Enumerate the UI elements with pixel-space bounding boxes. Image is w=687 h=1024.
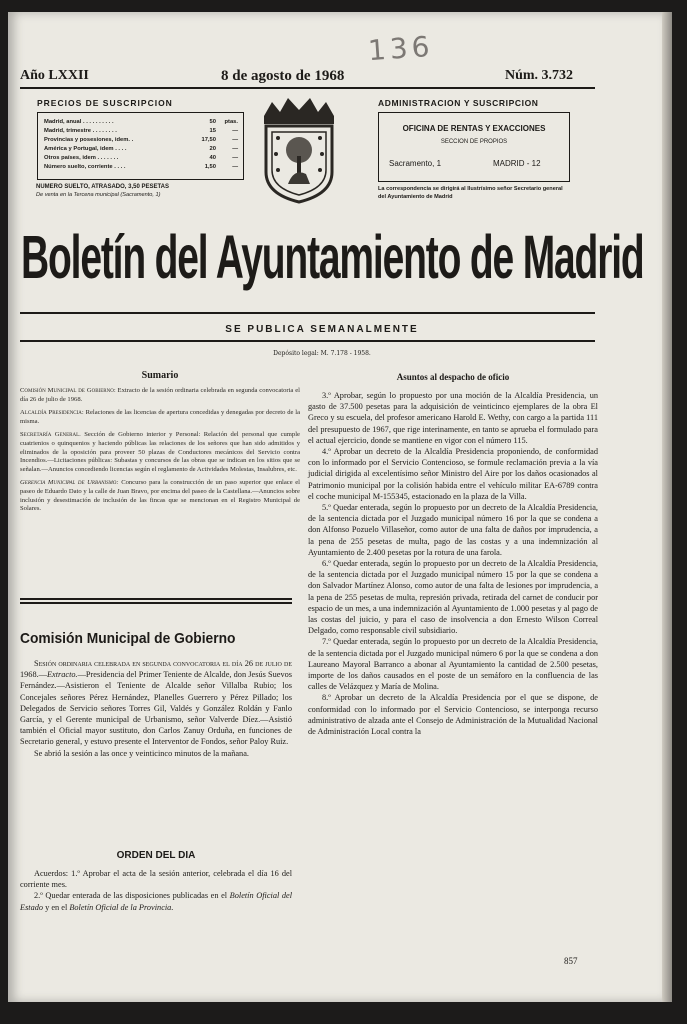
year-label: Año LXXII — [20, 68, 89, 83]
newspaper-page — [8, 12, 662, 1002]
page-edge — [662, 12, 672, 1002]
top-rule — [20, 87, 595, 89]
page-number: 857 — [564, 956, 578, 966]
office-matter-paragraph: 5.º Quedar enterada, según lo propuesto por un decreto de la Alcaldía Presidencia, de la sentencia dictada por el Juzgado municipal número 16 por la que se condena a don Alfonso Pozuelo Villaseñor, como autor de una falta de daños por imprudencia, a la pena de 255 pesetas de multa, pago de las costas y a una indemnización al Ayuntamiento de 2.400 pesetas por la rotura de una farola. — [308, 503, 598, 557]
publication-frequency: SE PUBLICA SEMANALMENTE — [225, 324, 419, 335]
issue-date: 8 de agosto de 1968 — [221, 68, 345, 84]
admin-title: ADMINISTRACION Y SUSCRIPCION — [378, 98, 539, 108]
price-row: Madrid, trimestre . . . . . . . . 15 — — [44, 128, 238, 134]
office-matters-body — [308, 390, 598, 737]
summary-list — [20, 387, 300, 519]
session-lead: Sesión ordinaria celebrada en segunda convocatoria el día 26 de julio de 1968.— — [20, 659, 292, 680]
office-address: Sacramento, 1 — [389, 159, 442, 168]
office-matter-paragraph: 7.º Quedar enterada, según lo propuesto por un decreto de la Alcaldía Presidencia, de la sentencia dictada por el Juzgado municipal número 6 por la que se condena a don Laureano Mayoral Barranco a abonar al Ayuntamiento la cantidad de 2.500 pesetas, importe de los daños causados en el poste de un semáforo en la confluencia de las calles de Velázquez y María de Molina. — [308, 637, 598, 692]
office-city: MADRID - 12 — [493, 159, 541, 168]
session-opened: Se abrió la sesión a las once y veinticinco minutos de la mañana. — [34, 748, 249, 758]
price-row: Número suelto, corriente . . . . 1,50 — — [44, 164, 238, 170]
issue-number: Núm. 3.732 — [505, 68, 574, 83]
title-rule-top — [20, 312, 595, 314]
office-name: OFICINA DE RENTAS Y EXACCIONES — [402, 124, 546, 133]
order-body — [20, 868, 292, 913]
title-rule-bottom — [20, 340, 595, 342]
agreement-2: 2.º Quedar enterada de las disposiciones publicadas en el Boletín Oficial del Estado y en el Boletín Oficial de la Provincia. — [20, 891, 292, 912]
order-title: ORDEN DEL DIA — [116, 850, 196, 861]
price-row: Madrid, anual . . . . . . . . . . 50 ptas. — [44, 119, 238, 125]
newspaper-title: Boletín del Ayuntamiento de Madrid — [21, 223, 644, 292]
office-matter-paragraph: 8.º Aprobar un decreto de la Alcaldía Presidencia por el que se dispone, de conformidad con lo informado por el Servicio Contencioso, se interponga recurso administrativo de alzada ante el Consejo de Administración de la Mutualidad Nacional de Administración Local contra la — [308, 693, 598, 737]
office-matter-paragraph: 4.º Aprobar un decreto de la Alcaldía Presidencia proponiendo, de conformidad con lo informado por el Servicio Contencioso, se formule reclamación previa a la vía judicial dirigida al excelentísimo señor Ministro del Aire por los daños ocasionados al Patrimonio municipal por la colisión habida entre el vehículo militar EA-6789 contra el coche municipal M-155345, estacionado en la plaza de la Villa. — [308, 447, 598, 501]
summary-item: Alcaldía Presidencia: Relaciones de las licencias de apertura concedidas y denegadas por decreto de la misma. — [20, 409, 300, 425]
summary-item: Gerencia Municipal de Urbanismo: Concurso para la construcción de un paso superior que enlace el paseo de Eduardo Dato y la calle de Juan Bravo, por encima del paseo de la Castellana.—Anuncios sobre inclusión y desestimación de inclusión de las fincas que se mencionan en el Registro Municipal de Solares. — [20, 479, 300, 513]
prices-title: PRECIOS DE SUSCRIPCION — [37, 98, 173, 108]
admin-box — [378, 112, 570, 182]
summary-rule-1 — [20, 598, 292, 600]
commission-body — [20, 658, 292, 759]
summary-rule-2 — [20, 602, 292, 604]
office-matters-title: Asuntos al despacho de oficio — [396, 372, 510, 382]
legal-deposit: Depósito legal: M. 7.178 - 1958. — [273, 350, 371, 357]
summary-title: Sumario — [141, 370, 179, 381]
office-matter-paragraph: 6.º Quedar enterada, según lo propuesto por un decreto de la Alcaldía Presidencia, de la sentencia dictada por el Juzgado municipal número 15 por la que se condena a don Salvador Martínez Alonso, como autor de una falta de lesiones por imprudencia, a la pena de 255 pesetas de multa, represión privada, retirada del carnet de conducir por espacio de un mes, a una indemnización al Ayuntamiento de 1.000 pesetas y al pago de las costas del juicio, y para el caso de insolvencia a don Ernesto Wilson Correal Delgado, como responsable civil subsidiario. — [308, 559, 598, 636]
sale-point: De venta en la Tercena municipal (Sacramento, 1) — [36, 192, 161, 198]
agreement-1: Acuerdos: 1.º Aprobar el acta de la sesión anterior, celebrada el día 16 del corriente mes. — [20, 869, 292, 890]
summary-item: Comisión Municipal de Gobierno: Extracto de la sesión ordinaria celebrada en segunda convocatoria el día 26 de julio de 1968. — [20, 387, 300, 403]
price-row: Otros países, idem . . . . . . . 40 — — [44, 155, 238, 161]
session-attendance: —Presidencia del Primer Teniente de Alcalde, don Jesús Suevos Fernández.—Asistieron el Teniente de Alcalde señor Villalba Rubio; los Concejales señores Pérez Hernández, Planelles Guerrero y Pérez Pillado; los Delegados de Servicio señores Torres Gil, Valdés y González Roldán y Fanlo García, y el Gerente municipal de Urbanismo, señor Valverde Díez.—Asistió también el Oficial mayor sustituto, don Carlos Zanuy Orduña, en funciones de Secretario general, y estuvo presente el Interventor de Fondos, señor Paloy Ruiz. — [20, 670, 292, 747]
handwritten-note: 136 — [366, 29, 435, 68]
price-row: América y Portugal, idem . . . . 20 — — [44, 146, 238, 152]
prices-box — [37, 112, 244, 180]
session-extract: Extracto. — [46, 670, 78, 680]
single-issue-price: NUMERO SUELTO, ATRASADO, 3,50 PESETAS — [36, 184, 170, 190]
office-matter-paragraph: 3.º Aprobar, según lo propuesto por una moción de la Alcaldía Presidencia, un gasto de 37.500 pesetas para la adquisición de veinticinco ejemplares de la obra El Greco y su escuela, del profesor americano Harold E. Wethy, con cargo a la partida 111 del presupuesto de 1967, que rige interinamente, en tanto se aprueba el formulado para el actual ejercicio, donde se mantiene en vigor con el número 115. — [308, 391, 598, 445]
summary-item: Secretaría General. Sección de Gobierno interior y Personal: Relación del personal que cumple cuatrienios o quinquenios y haciendo públicas las relaciones de los señores que han sido admitidos y eliminados de la oposición para proveer 50 plazas de Conductores mecánicos del Servicio contra Incendios.—Licitaciones públicas: Subastas y concursos de las obras que se indican en los sitios que se señalan.—Anuncios concediendo licencias según el reglamento de Actividades Molestas, Insalubres, etc. — [20, 431, 300, 473]
correspondence-note: La correspondencia se dirigirá al Ilustrísimo señor Secretario general del Ayuntamiento de Madrid — [378, 186, 563, 200]
commission-title: Comisión Municipal de Gobierno — [20, 630, 236, 647]
madrid-coat-of-arms-icon — [254, 94, 344, 206]
price-row: Provincias y posesiones, idem. . 17,50 — — [44, 137, 238, 143]
office-section: SECCION DE PROPIOS — [440, 139, 508, 145]
